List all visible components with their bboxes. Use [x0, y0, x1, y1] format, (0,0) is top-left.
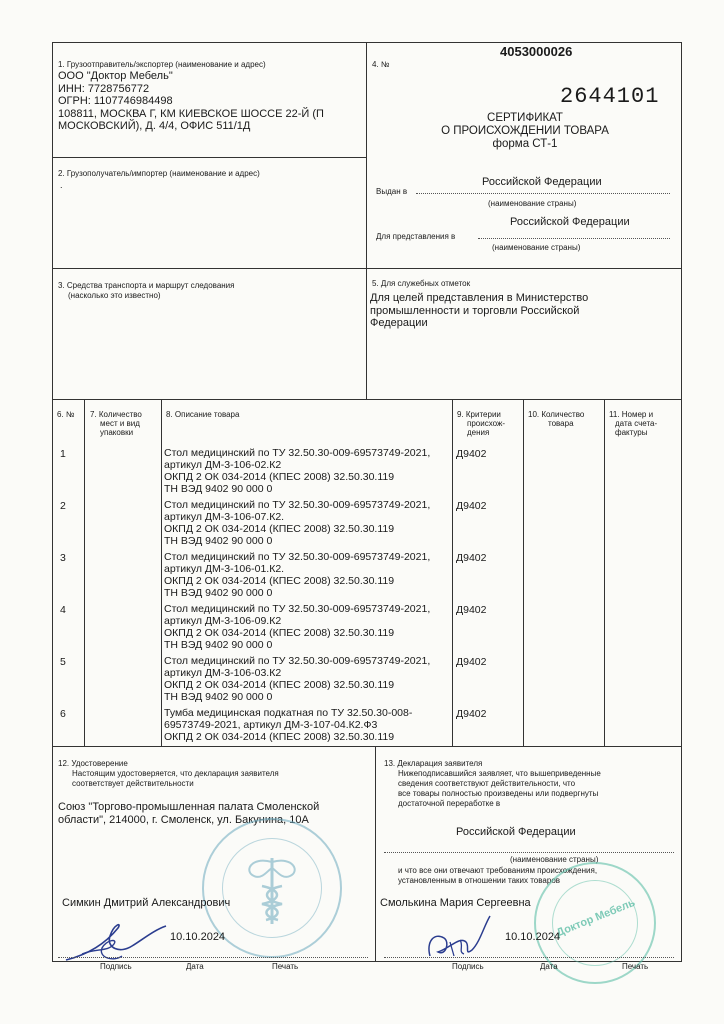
- box12-note: [72, 769, 279, 789]
- country-line: [384, 852, 674, 853]
- box5-label: 5. Для служебных отметок: [372, 279, 471, 288]
- row-description: [164, 655, 454, 703]
- row-number: 5: [60, 656, 66, 668]
- desc-line: артикул ДМ-3-106-01.К2.: [164, 563, 285, 575]
- chamber-date: 10.10.2024: [170, 931, 226, 943]
- divider: [366, 42, 367, 399]
- box3-label: 3. Средства транспорта и маршрут следования: [58, 281, 235, 290]
- certificate-title: [440, 112, 610, 151]
- declarant-date: 10.10.2024: [505, 931, 561, 943]
- row-description: [164, 603, 454, 651]
- divider: [604, 399, 605, 746]
- note-line: и что все они отвечают требованиям происхождения,: [398, 866, 598, 875]
- row-description: [164, 499, 454, 547]
- signature-icon: [62, 918, 182, 968]
- declared-country: Российской Федерации: [456, 826, 576, 838]
- chamber-signer: Симкин Дмитрий Александрович: [62, 897, 231, 909]
- header-line: товара: [548, 419, 574, 428]
- note-line: достаточной переработке в: [398, 799, 501, 808]
- row-criteria: Д9402: [456, 448, 487, 460]
- desc-line: артикул ДМ-3-106-02.К2: [164, 459, 282, 471]
- row-description: [164, 707, 454, 743]
- row-criteria: Д9402: [456, 604, 487, 616]
- desc-line: ОКПД 2 ОК 034-2014 (КПЕС 2008) 32.50.30.119: [164, 575, 395, 587]
- certificate-number: 2644101: [560, 84, 660, 109]
- desc-line: ОКПД 2 ОК 034-2014 (КПЕС 2008) 32.50.30.119: [164, 523, 395, 535]
- desc-line: артикул ДМ-3-106-07.К2.: [164, 511, 285, 523]
- desc-line: Стол медицинский по ТУ 32.50.30-009-69573749-2021,: [164, 603, 431, 615]
- row-number: 1: [60, 448, 66, 460]
- exporter-line: ООО "Доктор Мебель": [58, 70, 173, 82]
- row-number: 6: [60, 708, 66, 720]
- caption-seal: Печать: [272, 962, 299, 971]
- issued-country: Российской Федерации: [482, 176, 602, 188]
- row-criteria: Д9402: [456, 708, 487, 720]
- box13-note: [398, 769, 601, 809]
- row-criteria: Д9402: [456, 552, 487, 564]
- box1-label: 1. Грузоотправитель/экспортер (наименование и адрес): [58, 60, 266, 69]
- divider: [52, 746, 682, 747]
- note-line: сведения соответствуют действительности, что: [398, 779, 576, 788]
- divider: [523, 399, 524, 746]
- declarant-signer: Смолькина Мария Сергеевна: [380, 897, 531, 909]
- desc-line: ОКПД 2 ОК 034-2014 (КПЕС 2008) 32.50.30.119: [164, 679, 395, 691]
- exporter-line: ИНН: 7728756772: [58, 82, 150, 95]
- note-line: соответствует действительности: [72, 779, 194, 788]
- note-line: Нижеподписавшийся заявляет, что вышеприведенные: [398, 769, 601, 778]
- row-number: 3: [60, 552, 66, 564]
- consignee-value: .: [60, 180, 63, 190]
- serial-number: 4053000026: [500, 44, 573, 59]
- desc-line: Стол медицинский по ТУ 32.50.30-009-69573749-2021,: [164, 551, 431, 563]
- signature-line: [58, 957, 368, 958]
- divider: [375, 746, 376, 962]
- row-number: 2: [60, 500, 66, 512]
- desc-line: артикул ДМ-3-106-09.К2: [164, 615, 282, 627]
- exporter-line: МОСКОВСКИЙ), Д. 4/4, ОФИС 511/1Д: [58, 120, 251, 132]
- header-line: дения: [467, 428, 490, 437]
- desc-line: Стол медицинский по ТУ 32.50.30-009-69573749-2021,: [164, 447, 431, 459]
- col-number-header: 6. №: [57, 410, 75, 419]
- header-line: упаковки: [100, 428, 134, 437]
- col-quantity-header: [528, 410, 584, 428]
- issued-line: [416, 193, 670, 194]
- row-criteria: Д9402: [456, 500, 487, 512]
- notes-line: Федерации: [370, 317, 428, 329]
- issued-caption: (наименование страны): [488, 199, 577, 208]
- caption-seal: Печать: [622, 962, 649, 971]
- col-description-header: 8. Описание товара: [166, 410, 240, 419]
- desc-line: Стол медицинский по ТУ 32.50.30-009-69573749-2021,: [164, 499, 431, 511]
- header-line: 10. Количество: [528, 410, 585, 419]
- notes-line: промышленности и торговли Российской: [370, 304, 580, 317]
- notes-line: Для целей представления в Министерство: [370, 292, 589, 304]
- address-line: Союз "Торгово-промышленная палата Смоленской: [58, 801, 320, 813]
- official-notes: [370, 292, 670, 330]
- col-packages-header: [90, 410, 142, 437]
- row-number: 4: [60, 604, 66, 616]
- box12-label: 12. Удостоверение: [58, 759, 128, 768]
- header-line: происхож-: [467, 419, 505, 428]
- box3-sub: (насколько это известно): [68, 291, 161, 300]
- caption-signature: Подпись: [100, 962, 132, 971]
- header-line: мест и вид: [100, 419, 140, 428]
- signature-line: [384, 957, 674, 958]
- box4-label: 4. №: [372, 60, 390, 69]
- address-line: области", 214000, г. Смоленск, ул. Бакунина, 10А: [58, 813, 309, 826]
- box2-label: 2. Грузополучатель/импортер (наименование и адрес): [58, 169, 260, 178]
- desc-line: ОКПД 2 ОК 034-2014 (КПЕС 2008) 32.50.30.119: [164, 471, 395, 483]
- title-line-2: О ПРОИСХОЖДЕНИИ ТОВАРА: [441, 125, 609, 137]
- desc-line: ОКПД 2 ОК 034-2014 (КПЕС 2008) 32.50.30.119: [164, 731, 395, 743]
- note-line: Настоящим удостоверяется, что декларация заявителя: [72, 769, 279, 778]
- chamber-address: [58, 801, 374, 826]
- header-line: 9. Критерии: [457, 410, 501, 419]
- note-line: установленным в отношении таких товаров: [398, 876, 561, 885]
- divider: [52, 157, 366, 158]
- desc-line: ОКПД 2 ОК 034-2014 (КПЕС 2008) 32.50.30.119: [164, 627, 395, 639]
- desc-line: артикул ДМ-3-106-03.К2: [164, 667, 282, 679]
- row-criteria: Д9402: [456, 656, 487, 668]
- header-line: 7. Количество: [90, 410, 142, 419]
- desc-line: ТН ВЭД 9402 90 000 0: [164, 691, 273, 703]
- caption-date: Дата: [540, 962, 558, 971]
- divider: [52, 268, 682, 269]
- company-seal-text: Доктор Мебель: [554, 896, 637, 940]
- for-line: [478, 238, 670, 239]
- caduceus-icon: [240, 852, 304, 928]
- exporter-line: 108811, МОСКВА Г, КМ КИЕВСКОЕ ШОССЕ 22-Й (П: [58, 107, 324, 120]
- box13-label: 13. Декларация заявителя: [384, 759, 483, 768]
- row-description: [164, 447, 454, 495]
- desc-line: Тумба медицинская подкатная по ТУ 32.50.30-008-: [164, 707, 413, 719]
- note-line: все товары полностью произведены или подвергнуты: [398, 789, 599, 798]
- desc-line: Стол медицинский по ТУ 32.50.30-009-69573749-2021,: [164, 655, 431, 667]
- exporter-block: [58, 70, 364, 133]
- issued-label: Выдан в: [376, 187, 408, 196]
- exporter-line: ОГРН: 1107746984498: [58, 95, 173, 107]
- row-description: [164, 551, 454, 599]
- divider: [52, 399, 682, 400]
- caption-signature: Подпись: [452, 962, 484, 971]
- header-line: фактуры: [615, 428, 648, 437]
- header-line: дата счета-: [615, 419, 658, 428]
- for-label: Для представления в: [376, 232, 456, 241]
- divider: [84, 399, 85, 746]
- title-line-1: СЕРТИФИКАТ: [487, 112, 563, 124]
- desc-line: ТН ВЭД 9402 90 000 0: [164, 639, 273, 651]
- desc-line: ТН ВЭД 9402 90 000 0: [164, 587, 273, 599]
- desc-line: 69573749-2021, артикул ДМ-3-107-04.К2.Ф3: [164, 719, 378, 731]
- caption-date: Дата: [186, 962, 204, 971]
- divider: [161, 399, 162, 746]
- for-caption: (наименование страны): [492, 243, 581, 252]
- desc-line: ТН ВЭД 9402 90 000 0: [164, 483, 273, 495]
- title-line-3: форма СТ-1: [492, 138, 558, 150]
- header-line: 11. Номер и: [609, 410, 654, 419]
- col-invoice-header: [609, 410, 657, 437]
- for-country: Российской Федерации: [510, 216, 630, 228]
- col-criteria-header: [457, 410, 505, 437]
- desc-line: ТН ВЭД 9402 90 000 0: [164, 535, 273, 547]
- country-caption: (наименование страны): [510, 855, 599, 864]
